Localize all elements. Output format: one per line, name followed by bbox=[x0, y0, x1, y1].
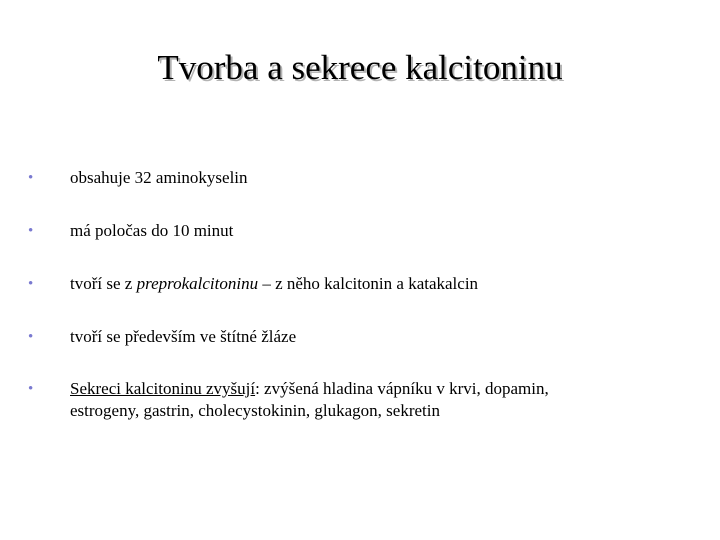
bullet-text-prefix: tvoří se z bbox=[70, 274, 137, 293]
bullet-marker-icon: • bbox=[28, 170, 34, 186]
bullet-text-italic: preprokalcitoninu bbox=[136, 274, 259, 293]
bullet-text: obsahuje 32 aminokyselin bbox=[70, 168, 248, 187]
bullet-text-line2: estrogeny, gastrin, cholecystokinin, glukagon, sekretin bbox=[70, 401, 440, 420]
bullet-marker-icon: • bbox=[28, 276, 34, 292]
bullet-text bbox=[70, 273, 700, 295]
bullet-text: má poločas do 10 minut bbox=[70, 221, 234, 240]
bullet-text: tvoří se především ve štítné žláze bbox=[70, 327, 297, 346]
bullet-marker-icon: • bbox=[28, 329, 34, 345]
bullet-text bbox=[70, 378, 700, 422]
bullet-text-underlined: Sekreci kalcitoninu zvyšují bbox=[70, 379, 256, 398]
bullet-text-suffix: : zvýšená hladina vápníku v krvi, dopamin, bbox=[255, 379, 549, 398]
bullet-text-suffix: – z něho kalcitonin a katakalcin bbox=[258, 274, 479, 293]
bullet-marker-icon: • bbox=[28, 381, 34, 397]
bullet-marker-icon: • bbox=[28, 223, 34, 239]
slide-title: Tvorba a sekrece kalcitoninu bbox=[157, 48, 563, 87]
